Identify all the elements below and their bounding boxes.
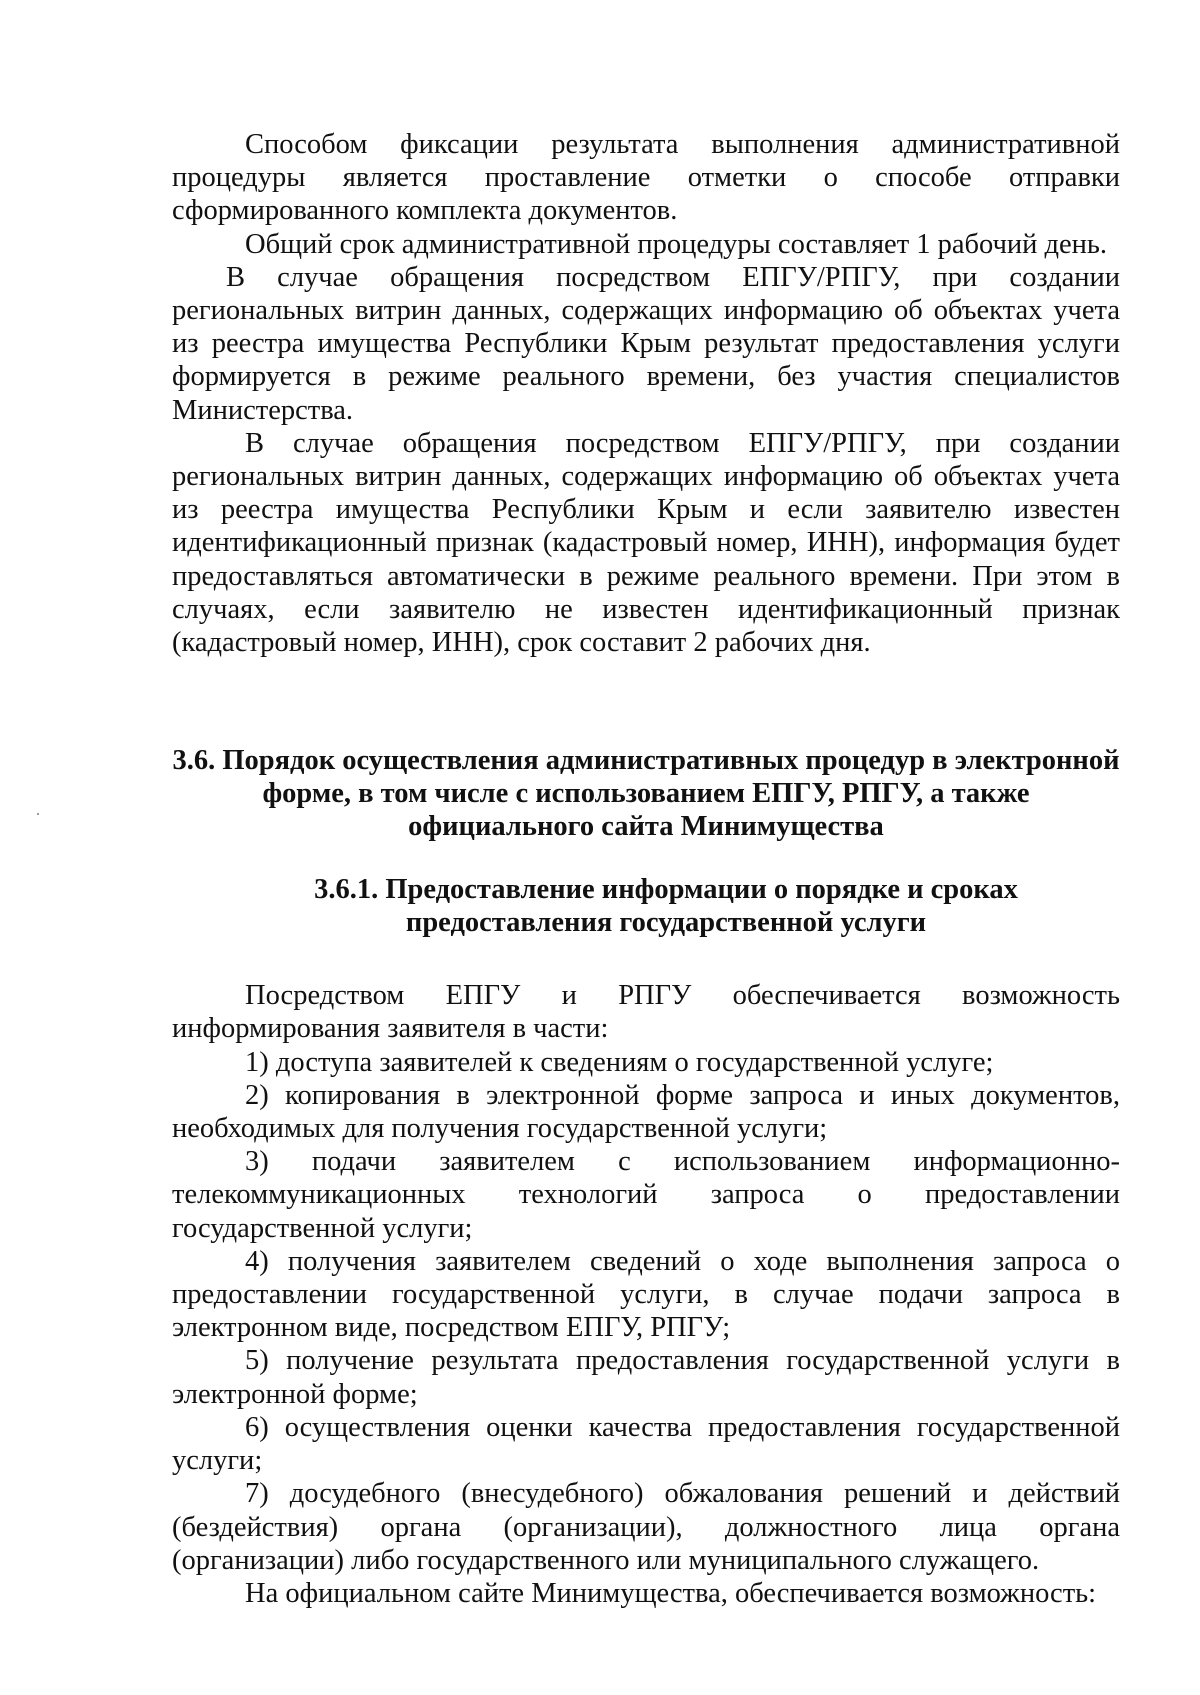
paragraph: Общий срок административной процедуры составляет 1 рабочий день.	[245, 228, 1108, 260]
list-item: 1) доступа заявителей к сведениям о государственной услуге;	[245, 1046, 994, 1078]
paragraph: Способом фиксации результата выполнения административной процедуры является проставление отметки о способе отправки сформированного комплекта документов.	[172, 129, 1120, 227]
list-item: 3) подачи заявителем с использованием информационно-телекоммуникационных технологий запроса о предоставлении государственной услуги;	[172, 1146, 1120, 1244]
list-item: 7) досудебного (внесудебного) обжалования решений и действий (бездействия) органа (организации), должностного лица органа (организации) либо государственного или муниципального служащего.	[172, 1478, 1120, 1576]
section-heading: 3.6. Порядок осуществления административных процедур в электронной форме, в том числе с использованием ЕПГУ, РПГУ, а также официального сайта Минимущества	[172, 745, 1120, 843]
list-item: 2) копирования в электронной форме запроса и иных документов, необходимых для получения государственной услуги;	[172, 1079, 1120, 1145]
paragraph: В случае обращения посредством ЕПГУ/РПГУ, при создании региональных витрин данных, содержащих информацию об объектах учета из реестра имущества Республики Крым и если заявителю известен идентификационный признак (кадастровый номер, ИНН), информация будет предоставляться автоматически в режиме реального времени. При этом в случаях, если заявителю не известен идентификационный признак (кадастровый номер, ИНН), срок составит 2 рабочих дня.	[172, 427, 1120, 659]
subsection-heading: 3.6.1. Предоставление информации о порядке и сроках предоставления государственной услуги	[314, 874, 1018, 939]
list-item: 4) получения заявителем сведений о ходе выполнения запроса о предоставлении государственной услуги, в случае подачи запроса в электронном виде, посредством ЕПГУ, РПГУ;	[172, 1245, 1120, 1344]
paragraph: Посредством ЕПГУ и РПГУ обеспечивается возможность информирования заявителя в части:	[172, 980, 1120, 1045]
list-item: 5) получение результата предоставления государственной услуги в электронной форме;	[172, 1345, 1120, 1410]
paragraph: В случае обращения посредством ЕПГУ/РПГУ, при создании региональных витрин данных, содержащих информацию об объектах учета из реестра имущества Республики Крым результат предоставления услуги формируется в режиме реального времени, без участия специалистов Министерства.	[172, 261, 1120, 426]
list-item: 6) осуществления оценки качества предоставления государственной услуги;	[172, 1411, 1120, 1477]
paragraph: На официальном сайте Минимущества, обеспечивается возможность:	[245, 1577, 1097, 1609]
scan-speck	[37, 813, 39, 815]
document-body	[172, 128, 1120, 1610]
